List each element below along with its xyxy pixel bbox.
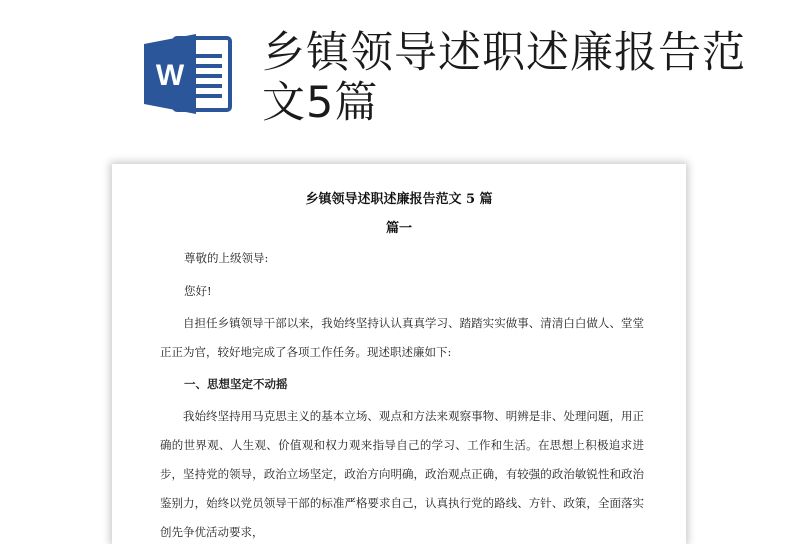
document-page — [112, 164, 686, 544]
salutation: 尊敬的上级领导: — [184, 251, 269, 265]
body-paragraph: 我始终坚持用马克思主义的基本立场、观点和方法来观察事物、明辨是非、处理问题，用正确的世界观、人生观、价值观和权力观来指导自己的学习、工作和生活。在思想上积极追求进步，坚持党的领导，政治立场坚定，政治方向明确，政治观点正确，有较强的政治敏锐性和政治鉴别力，始终以党员领导干部的标准严格要求自己，认真执行党的路线、方针、政策，全面落实创先争优活动要求， — [160, 409, 644, 539]
page-header — [0, 0, 800, 150]
subheading-1: 一、思想坚定不动摇 — [184, 377, 288, 391]
word-icon-letter: W — [155, 59, 185, 92]
document-title: 乡镇领导述职述廉报告范文 5 篇 — [305, 192, 493, 207]
section-heading: 篇一 — [385, 221, 412, 236]
intro-paragraph: 自担任乡镇领导干部以来，我始终坚持认认真真学习、踏踏实实做事、清清白白做人、堂堂正正为官，较好地完成了各项工作任务。现述职述廉如下: — [160, 316, 644, 359]
page-title: 乡镇领导述职述廉报告范文5篇 — [262, 28, 746, 128]
word-document-icon — [140, 32, 236, 116]
greeting: 您好! — [184, 284, 212, 298]
